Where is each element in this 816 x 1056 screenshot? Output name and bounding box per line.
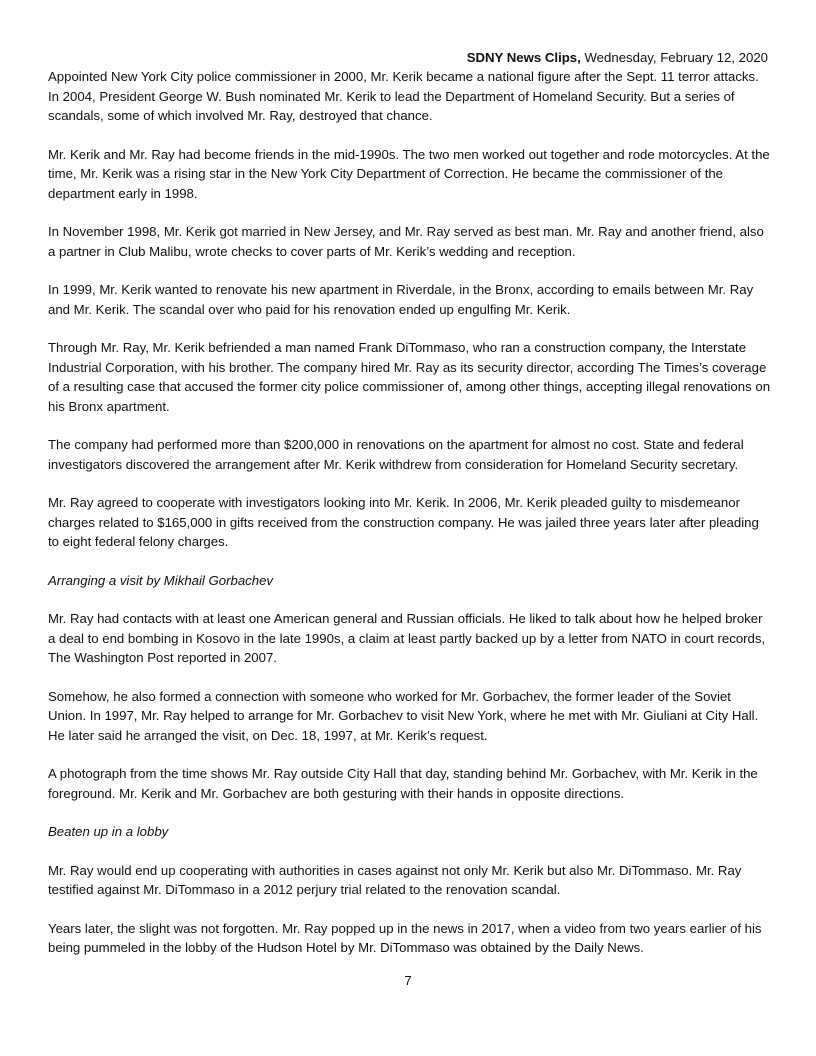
page-number: 7: [404, 973, 412, 988]
paragraph: A photograph from the time shows Mr. Ray outside City Hall that day, standing behind Mr. Gorbachev, with Mr. Kerik in the foreground. Mr. Kerik and Mr. Gorbachev are both gesturing with their hands in opposite directions.: [48, 766, 758, 801]
paragraph: In 1999, Mr. Kerik wanted to renovate his new apartment in Riverdale, in the Bronx, according to emails between Mr. Ray and Mr. Kerik. The scandal over who paid for his renovation ended up engulfing Mr. Kerik.: [48, 282, 754, 317]
paragraph: Mr. Ray had contacts with at least one American general and Russian officials. He liked to talk about how he helped broker a deal to end bombing in Kosovo in the late 1990s, a claim at least partly backed up by a letter from NATO in court records, The Washington Post reported in 2007.: [48, 611, 766, 665]
paragraph: The company had performed more than $200,000 in renovations on the apartment for almost no cost. State and federal investigators discovered the arrangement after Mr. Kerik withdrew from consideration for Homeland Security secretary.: [48, 437, 744, 472]
running-header: [467, 50, 768, 66]
paragraph: Through Mr. Ray, Mr. Kerik befriended a man named Frank DiTommaso, who ran a construction company, the Interstate Industrial Corporation, with his brother. The company hired Mr. Ray as its security director, according The Times’s coverage of a resulting case that accused the former city police commissioner of, among other things, accepting illegal renovations on his Bronx apartment.: [48, 340, 771, 414]
paragraph: Mr. Ray would end up cooperating with authorities in cases against not only Mr. Kerik but also Mr. DiTommaso. Mr. Ray testified against Mr. DiTommaso in a 2012 perjury trial related to the renovation scandal.: [48, 862, 742, 897]
section-subheading: Arranging a visit by Mikhail Gorbachev: [48, 572, 274, 588]
paragraph: Mr. Ray agreed to cooperate with investigators looking into Mr. Kerik. In 2006, Mr. Kerik pleaded guilty to misdemeanor charges related to $165,000 in gifts received from the construction company. He was jailed three years later after pleading to eight federal felony charges.: [48, 495, 759, 549]
paragraph: Mr. Kerik and Mr. Ray had become friends in the mid-1990s. The two men worked out together and rode motorcycles. At the time, Mr. Kerik was a rising star in the New York City Department of Correction. He became the commissioner of the department early in 1998.: [48, 146, 770, 201]
article-body: [48, 67, 772, 977]
paragraph: Somehow, he also formed a connection with someone who worked for Mr. Gorbachev, the former leader of the Soviet Union. In 1997, Mr. Ray helped to arrange for Mr. Gorbachev to visit New York, where he met with Mr. Giuliani at City Hall. He later said he arranged the visit, on Dec. 18, 1997, at Mr. Kerik’s request.: [48, 688, 759, 743]
section-subheading: Beaten up in a lobby: [48, 824, 169, 839]
paragraph: Years later, the slight was not forgotten. Mr. Ray popped up in the news in 2017, when a video from two years earlier of his being pummeled in the lobby of the Hudson Hotel by Mr. DiTommaso was obtained by the Daily News.: [48, 920, 762, 955]
paragraph: In November 1998, Mr. Kerik got married in New Jersey, and Mr. Ray served as best man. Mr. Ray and another friend, also a partner in Club Malibu, wrote checks to cover parts of Mr. Kerik’s wedding and reception.: [48, 224, 764, 259]
paragraph: Appointed New York City police commissioner in 2000, Mr. Kerik became a national figure after the Sept. 11 terror attacks. In 2004, President George W. Bush nominated Mr. Kerik to lead the Department of Homeland Security. But a series of scandals, some of which involved Mr. Ray, destroyed that chance.: [48, 69, 759, 123]
publication-name: SDNY News Clips,: [466, 50, 581, 65]
header-date: Wednesday, February 12, 2020: [580, 50, 768, 65]
